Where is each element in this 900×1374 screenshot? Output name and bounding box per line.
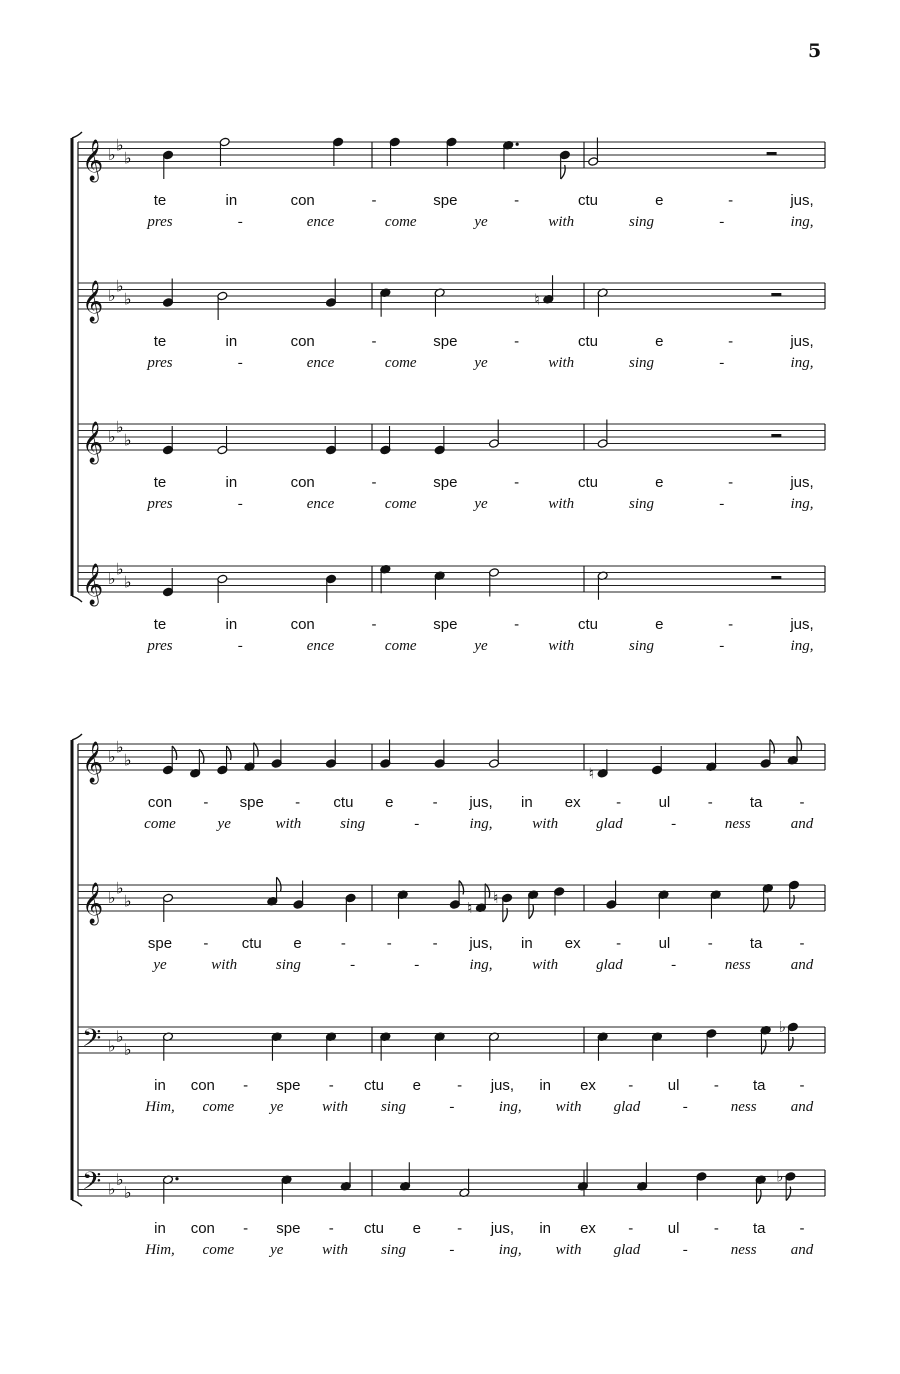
note-flag xyxy=(764,898,769,912)
lyric-syllable: and xyxy=(790,1242,814,1258)
lyric-syllable: - xyxy=(449,1242,455,1258)
lyric-syllable: come xyxy=(384,638,417,654)
key-flat-icon: ♭ xyxy=(116,137,124,155)
lyric-syllable: spe xyxy=(147,935,173,952)
lyric-syllable: with xyxy=(532,957,559,973)
lyric-syllable: ye xyxy=(153,957,167,973)
lyric-syllable: come xyxy=(384,355,417,371)
natural-accidental-icon: ♮ xyxy=(534,291,540,309)
lyric-syllable: - xyxy=(514,333,520,350)
lyric-syllable: in xyxy=(521,935,533,952)
lyric-syllable: ctu xyxy=(333,794,354,811)
lyric-syllable: - xyxy=(707,935,713,952)
lyric-syllable: con xyxy=(190,1220,215,1237)
lyric-syllable: jus, xyxy=(790,192,814,209)
lyric-syllable: jus, xyxy=(790,474,814,491)
key-flat-icon: ♭ xyxy=(124,893,132,911)
staff-1-2 xyxy=(78,275,825,371)
lyric-syllable: ing, xyxy=(498,1099,522,1115)
lyric-syllable: sing xyxy=(340,816,366,832)
note-dot xyxy=(516,143,519,146)
lyric-syllable: in xyxy=(225,333,238,350)
lyric-syllable: - xyxy=(799,1220,805,1237)
lyric-syllable: ctu xyxy=(577,333,599,350)
lyric-syllable: - xyxy=(719,355,725,371)
lyric-syllable: pres xyxy=(147,214,173,230)
lyric-syllable: - xyxy=(713,1220,719,1237)
lyric-syllable: - xyxy=(707,794,713,811)
lyric-syllable: ness xyxy=(730,1099,757,1115)
lyric-syllable: ye xyxy=(474,638,488,654)
lyric-syllable: spe xyxy=(239,794,264,811)
lyric-syllable: with xyxy=(548,355,575,371)
lyric-syllable: ctu xyxy=(577,616,599,633)
treble-clef-icon: 𝄞 xyxy=(82,139,104,180)
lyric-syllable: ness xyxy=(724,816,751,832)
lyric-syllable: sing xyxy=(628,496,655,512)
lyric-syllable: - xyxy=(340,935,346,952)
lyric-syllable: - xyxy=(719,496,725,512)
key-flat-icon: ♭ xyxy=(108,890,116,907)
lyric-syllable: - xyxy=(350,957,356,973)
lyric-syllable: with xyxy=(548,496,575,512)
note-dot xyxy=(175,1177,178,1180)
lyric-syllable: e xyxy=(655,474,664,491)
key-flat-icon: ♭ xyxy=(116,278,124,296)
lyric-syllable: - xyxy=(237,355,243,371)
lyric-syllable: sing xyxy=(380,1242,406,1258)
lyric-syllable: - xyxy=(616,935,622,952)
lyric-syllable: - xyxy=(682,1099,688,1115)
key-flat-icon: ♭ xyxy=(108,749,116,766)
treble-clef-icon: 𝄞 xyxy=(82,741,104,782)
lyric-syllable: come xyxy=(202,1099,235,1115)
lyric-syllable: - xyxy=(295,794,301,811)
lyric-syllable: - xyxy=(799,1077,805,1094)
lyric-syllable: ta xyxy=(749,794,763,811)
lyric-syllable: in xyxy=(521,794,533,811)
lyric-syllable: ence xyxy=(306,214,335,230)
lyric-syllable: jus, xyxy=(469,794,493,811)
lyric-syllable: jus, xyxy=(790,616,814,633)
lyric-syllable: - xyxy=(799,935,805,952)
lyric-syllable: - xyxy=(728,474,734,491)
note-flag xyxy=(277,877,282,891)
lyric-syllable: in xyxy=(539,1077,552,1094)
lyric-syllable: - xyxy=(616,794,622,811)
lyric-syllable: con xyxy=(290,474,315,491)
lyric-syllable: - xyxy=(449,1099,455,1115)
natural-accidental-icon: ♮ xyxy=(466,899,473,917)
lyric-syllable: come xyxy=(202,1242,235,1258)
lyric-syllable: - xyxy=(203,935,209,952)
system-2 xyxy=(72,734,825,1258)
lyric-syllable: with xyxy=(555,1242,582,1258)
lyric-syllable: glad xyxy=(596,816,623,832)
lyric-syllable: Him, xyxy=(145,1099,175,1115)
bass-clef-icon: 𝄢 xyxy=(82,1025,102,1058)
key-flat-icon: ♭ xyxy=(116,1171,124,1189)
key-flat-icon: ♭ xyxy=(116,419,124,437)
bracket-top-hook xyxy=(72,734,82,740)
lyric-syllable: with xyxy=(548,638,575,654)
lyric-syllable: pres xyxy=(147,355,173,371)
lyric-syllable: con xyxy=(290,192,315,209)
key-flat-icon: ♭ xyxy=(108,571,116,588)
staff-2-2 xyxy=(78,877,825,973)
lyric-syllable: ness xyxy=(724,957,751,973)
lyric-syllable: - xyxy=(237,496,243,512)
note-flag xyxy=(797,736,802,750)
lyrics-latin xyxy=(154,1220,804,1237)
lyric-syllable: sing xyxy=(628,355,655,371)
lyric-syllable: ence xyxy=(306,355,335,371)
key-flat-icon: ♭ xyxy=(116,739,124,757)
lyric-syllable: ctu xyxy=(577,192,599,209)
lyric-syllable: e xyxy=(655,333,664,350)
systems-layer xyxy=(72,132,825,1258)
key-flat-icon: ♭ xyxy=(108,1038,116,1056)
lyric-syllable: spe xyxy=(276,1220,301,1237)
lyric-syllable: ta xyxy=(752,1220,766,1237)
note-flag xyxy=(789,1037,794,1051)
lyric-syllable: - xyxy=(432,935,438,952)
lyric-syllable: jus, xyxy=(469,935,493,952)
lyric-syllable: - xyxy=(514,474,520,491)
lyric-syllable: te xyxy=(153,474,167,491)
lyric-syllable: ctu xyxy=(363,1077,385,1094)
key-flat-icon: ♭ xyxy=(124,291,132,309)
lyric-syllable: ye xyxy=(270,1099,284,1115)
lyric-syllable: e xyxy=(655,192,664,209)
lyric-syllable: spe xyxy=(433,616,458,633)
lyric-syllable: with xyxy=(555,1099,582,1115)
lyric-syllable: sing xyxy=(628,214,655,230)
lyrics-english xyxy=(146,496,813,512)
staff-2-1 xyxy=(78,736,825,832)
lyric-syllable: - xyxy=(671,957,677,973)
note-flag xyxy=(529,905,534,919)
lyric-syllable: - xyxy=(328,1220,334,1237)
lyrics-english xyxy=(146,214,813,230)
lyric-syllable: come xyxy=(384,496,417,512)
lyric-syllable: - xyxy=(628,1077,634,1094)
lyric-syllable: ex xyxy=(564,794,581,811)
lyric-syllable: ul xyxy=(667,1220,680,1237)
staff-2-4 xyxy=(78,1162,825,1258)
key-flat-icon: ♭ xyxy=(108,288,116,305)
lyric-syllable: and xyxy=(790,816,814,832)
note-flag xyxy=(786,1187,791,1201)
lyric-syllable: spe xyxy=(276,1077,301,1094)
lyric-syllable: - xyxy=(414,957,420,973)
lyric-syllable: ence xyxy=(306,496,335,512)
bracket-top-hook xyxy=(72,132,82,138)
lyric-syllable: - xyxy=(237,638,243,654)
lyrics-latin xyxy=(148,935,805,952)
lyric-syllable: come xyxy=(384,214,417,230)
lyric-syllable: ing, xyxy=(790,355,814,371)
lyric-syllable: in xyxy=(225,616,238,633)
lyric-syllable: e xyxy=(412,1220,421,1237)
lyric-syllable: glad xyxy=(596,957,623,973)
lyric-syllable: come xyxy=(144,816,176,832)
lyric-syllable: te xyxy=(153,333,167,350)
lyric-syllable: ctu xyxy=(241,935,262,952)
lyric-syllable: ex xyxy=(580,1220,596,1237)
lyric-syllable: con xyxy=(290,616,315,633)
lyrics-latin xyxy=(154,1077,804,1094)
note-flag xyxy=(199,749,204,763)
lyric-syllable: spe xyxy=(433,333,458,350)
lyric-syllable: spe xyxy=(433,192,458,209)
key-flat-icon: ♭ xyxy=(124,752,132,770)
key-flat-icon: ♭ xyxy=(116,561,124,579)
treble-clef-icon: 𝄞 xyxy=(82,882,104,923)
lyric-syllable: e xyxy=(412,1077,421,1094)
lyric-syllable: - xyxy=(328,1077,334,1094)
treble-clef-icon: 𝄞 xyxy=(82,280,104,321)
lyric-syllable: e xyxy=(385,794,394,811)
note-flag xyxy=(459,881,464,895)
lyric-syllable: in xyxy=(154,1077,166,1094)
note-flag xyxy=(561,165,566,179)
half-rest-icon xyxy=(767,152,777,155)
lyric-syllable: in xyxy=(154,1220,166,1237)
lyric-syllable: e xyxy=(293,935,302,952)
lyric-syllable: in xyxy=(539,1220,552,1237)
lyric-syllable: ctu xyxy=(577,474,599,491)
key-flat-icon: ♭ xyxy=(124,1184,132,1202)
lyric-syllable: - xyxy=(457,1077,463,1094)
lyric-syllable: ye xyxy=(474,496,488,512)
lyric-syllable: in xyxy=(225,474,238,491)
lyrics-latin xyxy=(154,192,814,209)
lyric-syllable: - xyxy=(514,616,520,633)
staff-1-1 xyxy=(78,137,825,230)
lyric-syllable: con xyxy=(147,794,173,811)
lyric-syllable: with xyxy=(211,957,238,973)
lyric-syllable: with xyxy=(322,1242,349,1258)
half-rest-icon xyxy=(771,293,781,296)
lyric-syllable: ing, xyxy=(790,214,814,230)
half-rest-icon xyxy=(771,434,781,437)
lyric-syllable: ing, xyxy=(469,816,493,832)
lyrics-english xyxy=(146,638,813,654)
lyrics-latin xyxy=(154,333,814,350)
lyric-syllable: - xyxy=(243,1077,249,1094)
lyric-syllable: ing, xyxy=(790,496,814,512)
note-flag xyxy=(761,1040,766,1054)
lyrics-latin xyxy=(148,794,805,811)
treble-clef-icon: 𝄞 xyxy=(82,563,104,604)
lyric-syllable: - xyxy=(237,214,243,230)
lyric-syllable: glad xyxy=(613,1242,641,1258)
lyric-syllable: ence xyxy=(306,638,335,654)
lyric-syllable: - xyxy=(386,935,392,952)
lyrics-english xyxy=(144,1099,814,1115)
lyric-syllable: ye xyxy=(217,816,231,832)
lyric-syllable: sing xyxy=(275,957,301,973)
page-number: 5 xyxy=(808,40,822,62)
note-flag xyxy=(254,743,259,757)
flat-accidental-icon: ♭ xyxy=(778,1019,786,1036)
lyric-syllable: sing xyxy=(628,638,655,654)
lyric-syllable: ex xyxy=(580,1077,596,1094)
key-flat-icon: ♭ xyxy=(124,1041,132,1059)
lyric-syllable: - xyxy=(371,192,377,209)
lyric-syllable: - xyxy=(514,192,520,209)
lyric-syllable: ye xyxy=(474,214,488,230)
lyric-syllable: ye xyxy=(474,355,488,371)
lyrics-english xyxy=(144,816,814,832)
lyric-syllable: - xyxy=(628,1220,634,1237)
lyric-syllable: jus, xyxy=(490,1220,515,1237)
bracket-bottom-hook xyxy=(72,1200,82,1206)
natural-accidental-icon: ♮ xyxy=(493,890,499,907)
lyric-syllable: ing, xyxy=(469,957,493,973)
lyric-syllable: ctu xyxy=(363,1220,385,1237)
lyric-syllable: - xyxy=(371,474,377,491)
lyric-syllable: ness xyxy=(730,1242,757,1258)
lyric-syllable: - xyxy=(728,616,734,633)
lyric-syllable: ing, xyxy=(790,638,814,654)
note-flag xyxy=(770,740,775,754)
lyric-syllable: - xyxy=(457,1220,463,1237)
lyric-syllable: con xyxy=(190,1077,215,1094)
flat-accidental-icon: ♭ xyxy=(776,1168,784,1186)
lyric-syllable: with xyxy=(548,214,575,230)
lyric-syllable: jus, xyxy=(490,1077,515,1094)
lyric-syllable: ul xyxy=(667,1077,680,1094)
treble-clef-icon: 𝄞 xyxy=(82,421,104,462)
lyric-syllable: - xyxy=(414,816,420,832)
half-rest-icon xyxy=(771,576,781,579)
lyric-syllable: ing, xyxy=(498,1242,522,1258)
lyric-syllable: - xyxy=(713,1077,719,1094)
lyrics-english xyxy=(151,957,813,973)
staff-1-3 xyxy=(78,419,825,512)
lyric-syllable: - xyxy=(719,638,725,654)
lyric-syllable: with xyxy=(532,816,559,832)
lyrics-english xyxy=(144,1242,814,1258)
key-flat-icon: ♭ xyxy=(116,880,124,898)
lyric-syllable: glad xyxy=(613,1099,641,1115)
lyric-syllable: - xyxy=(371,616,377,633)
note-flag xyxy=(485,884,490,898)
key-flat-icon: ♭ xyxy=(116,1028,124,1046)
lyric-syllable: and xyxy=(790,1099,814,1115)
lyric-syllable: ta xyxy=(749,935,763,952)
note-flag xyxy=(757,1190,762,1204)
bass-clef-icon: 𝄢 xyxy=(82,1168,102,1201)
lyric-syllable: e xyxy=(655,616,664,633)
lyric-syllable: - xyxy=(203,794,209,811)
lyric-syllable: con xyxy=(290,333,315,350)
lyrics-english xyxy=(146,355,813,371)
note-flag xyxy=(503,908,508,922)
lyric-syllable: in xyxy=(225,192,238,209)
key-flat-icon: ♭ xyxy=(124,432,132,450)
lyric-syllable: and xyxy=(790,957,814,973)
lyric-syllable: Him, xyxy=(145,1242,175,1258)
lyric-syllable: ta xyxy=(752,1077,766,1094)
lyric-syllable: - xyxy=(432,794,438,811)
lyric-syllable: pres xyxy=(147,638,173,654)
staff-1-4 xyxy=(78,561,825,654)
lyric-syllable: - xyxy=(728,333,734,350)
lyric-syllable: - xyxy=(728,192,734,209)
key-flat-icon: ♭ xyxy=(108,429,116,446)
lyric-syllable: pres xyxy=(147,496,173,512)
lyric-syllable: ye xyxy=(270,1242,284,1258)
lyric-syllable: - xyxy=(371,333,377,350)
lyric-syllable: ul xyxy=(658,794,671,811)
lyric-syllable: ex xyxy=(564,935,581,952)
note-flag xyxy=(790,895,795,909)
natural-accidental-icon: ♮ xyxy=(588,765,595,783)
lyric-syllable: - xyxy=(671,816,677,832)
bracket-bottom-hook xyxy=(72,596,82,602)
key-flat-icon: ♭ xyxy=(124,150,132,168)
lyric-syllable: - xyxy=(719,214,725,230)
lyric-syllable: with xyxy=(275,816,302,832)
key-flat-icon: ♭ xyxy=(108,1181,116,1199)
key-flat-icon: ♭ xyxy=(124,574,132,592)
note-flag xyxy=(227,746,232,760)
note-flag xyxy=(172,746,177,760)
lyric-syllable: ul xyxy=(658,935,671,952)
system-1 xyxy=(72,132,825,654)
lyrics-latin xyxy=(154,474,814,491)
lyrics-latin xyxy=(154,616,814,633)
lyric-syllable: spe xyxy=(433,474,458,491)
lyric-syllable: - xyxy=(682,1242,688,1258)
lyric-syllable: - xyxy=(243,1220,249,1237)
lyric-syllable: with xyxy=(322,1099,349,1115)
lyric-syllable: - xyxy=(799,794,805,811)
lyric-syllable: te xyxy=(153,192,167,209)
lyric-syllable: te xyxy=(153,616,167,633)
lyric-syllable: sing xyxy=(380,1099,406,1115)
staff-2-3 xyxy=(78,1019,825,1115)
lyric-syllable: jus, xyxy=(790,333,814,350)
key-flat-icon: ♭ xyxy=(108,147,116,164)
